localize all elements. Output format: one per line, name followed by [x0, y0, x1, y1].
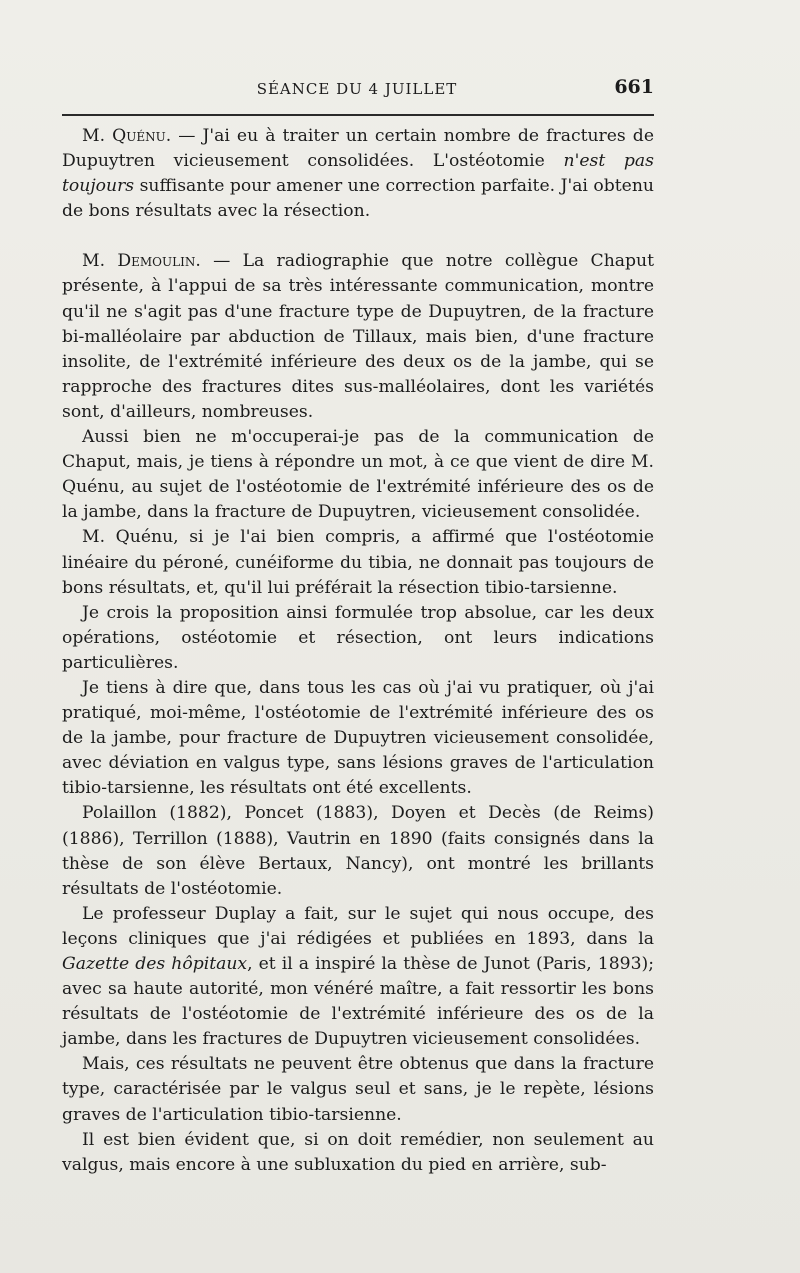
paragraph: Le professeur Duplay a fait, sur le sujet qui nous occupe, des leçons cliniques que j'ai rédigées et publiées en 1893, dans la Gazette des hôpitaux, et il a inspiré la thèse de Junot (Paris, 1893); avec sa haute autorité, mon vénéré maître, a fait ressortir les bons résultats de l'ostéotomie de l'extrémité inférieure des os de la jambe, dans les fractures de Dupuytren vicieusement consolidées. — [62, 903, 654, 1050]
paragraph-quenu: M. Quénu. — J'ai eu à traiter un certain nombre de fractures de Dupuytren vicieusement consolidées. L'ostéotomie n'est pas toujours suffisante pour amener une correction parfaite. J'ai obtenu de bons résultats avec la résection. — [62, 126, 654, 222]
paragraph: Polaillon (1882), Poncet (1883), Doyen et Decès (de Reims) (1886), Terrillon (1888), Vautrin en 1890 (faits consignés dans la thèse de son élève Bertaux, Nancy), ont montré les brillants résultats de l'ostéotomie. — [62, 803, 654, 899]
body-text — [62, 124, 654, 1178]
paragraph-demoulin: M. Demoulin. — La radiographie que notre collègue Chaput présente, à l'appui de sa très intéressante communication, montre qu'il ne s'agit pas d'une fracture type de Dupuytren, de la fracture bi-malléolaire par abduction de Tillaux, mais bien, d'une fracture insolite, de l'extrémité inférieure des deux os de la jambe, qui se rapproche des fractures dites sus-malléolaires, dont les variétés sont, d'ailleurs, nombreuses. — [62, 251, 654, 422]
paragraph: Aussi bien ne m'occuperai-je pas de la communication de Chaput, mais, je tiens à répondre un mot, à ce que vient de dire M. Quénu, au sujet de l'ostéotomie de l'extrémité inférieure des os de la jambe, dans la fracture de Dupuytren, vicieusement consolidée. — [62, 427, 654, 523]
paragraph: Il est bien évident que, si on doit remédier, non seulement au valgus, mais encore à une subluxation du pied en arrière, sub- — [62, 1129, 654, 1175]
paragraph: Mais, ces résultats ne peuvent être obtenus que dans la fracture type, caractérisée par le valgus seul et sans, je le repète, lésions graves de l'articulation tibio-tarsienne. — [62, 1054, 654, 1125]
running-title: SÉANCE DU 4 JUILLET — [256, 80, 458, 98]
emphasis: n'est pas toujours — [62, 151, 654, 197]
speaker-name: M. Quénu. — [82, 126, 172, 146]
paragraph: Je tiens à dire que, dans tous les cas où j'ai vu pratiquer, où j'ai pratiqué, moi-même, l'ostéotomie de l'extrémité inférieure des os de la jambe, pour fracture de Dupuytren vicieusement consolidée, avec déviation en valgus type, sans lésions graves de l'articulation tibio-tarsienne, les résultats ont été excellents. — [62, 677, 654, 799]
header-rule — [62, 114, 654, 116]
page-number: 661 — [614, 76, 654, 98]
journal-title: Gazette des hôpitaux — [62, 954, 248, 974]
paragraph: M. Quénu, si je l'ai bien compris, a affirmé que l'ostéotomie linéaire du péroné, cunéiforme du tibia, ne donnait pas toujours de bons résultats, et, qu'il lui préférait la résection tibio-tarsienne. — [62, 527, 654, 598]
speaker-name: M. Demoulin. — [82, 251, 201, 272]
paragraph: Je crois la proposition ainsi formulée trop absolue, car les deux opérations, ostéotomie et résection, ont leurs indications particulières. — [62, 602, 654, 673]
running-header — [60, 76, 654, 102]
